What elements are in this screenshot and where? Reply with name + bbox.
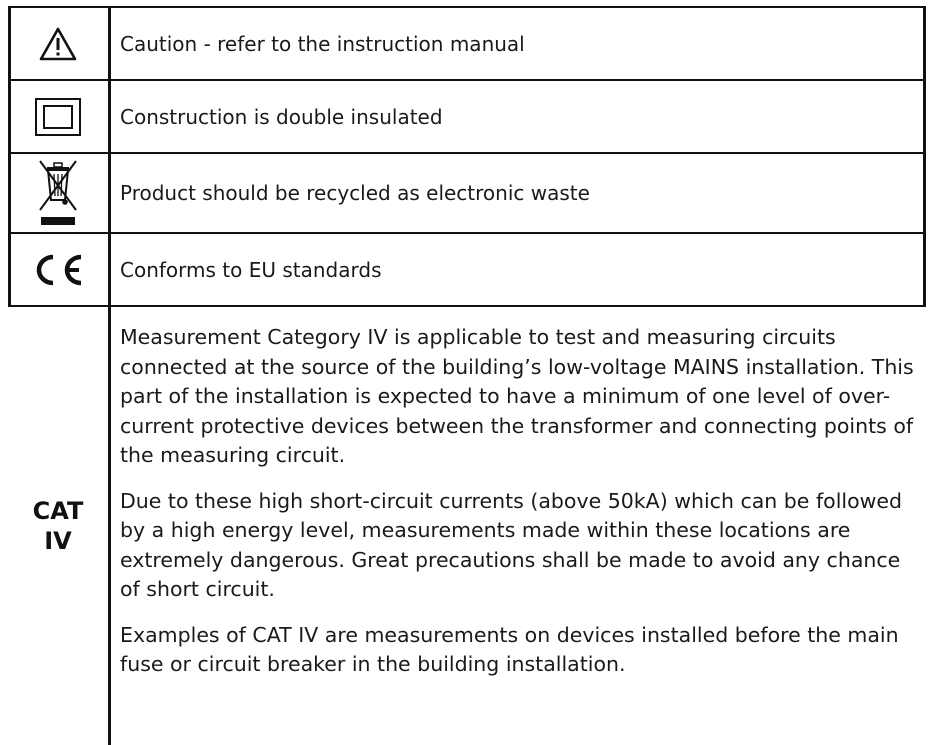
cat-label-line1: CAT [32, 497, 84, 525]
symbols-table [8, 6, 926, 745]
table-row [8, 234, 926, 305]
double-insulation-icon [34, 97, 82, 137]
table-row [8, 154, 926, 232]
table-row [8, 8, 926, 79]
warning-triangle-icon [38, 26, 78, 62]
row-text: Caution - refer to the instruction manual [120, 31, 525, 56]
row-text: Conforms to EU standards [120, 257, 382, 282]
icon-cell [8, 154, 108, 232]
crossed-wheelie-bin-icon [36, 156, 80, 230]
cat-description [120, 323, 920, 696]
icon-cell [8, 8, 108, 79]
row-text: Product should be recycled as electronic waste [120, 181, 590, 205]
table-row [8, 307, 926, 745]
cat-paragraph-3: Examples of CAT IV are measurements on devices installed before the main fuse or circuit breaker in the building installation. [120, 622, 899, 676]
cat-iv-label [33, 496, 84, 556]
cat-label-line2: IV [44, 527, 72, 555]
row-text: Construction is double insulated [120, 104, 443, 129]
icon-cell [8, 234, 108, 305]
ce-mark-icon [29, 252, 87, 288]
cat-paragraph-1: Measurement Category IV is applicable to test and measuring circuits connected at the source of the building’s low-voltage MAINS installation. This part of the installation is expected to have a minimum of one level of over-current protective devices between the transformer and connecting points of the measuring circuit. [120, 325, 914, 467]
cat-label-cell [8, 307, 108, 745]
cat-paragraph-2: Due to these high short-circuit currents (above 50kA) which can be followed by a high energy level, measurements made within these locations are extremely dangerous. Great precautions shall be made to avoid any chance of short circuit. [120, 488, 903, 601]
icon-cell [8, 81, 108, 152]
table-row [8, 81, 926, 152]
